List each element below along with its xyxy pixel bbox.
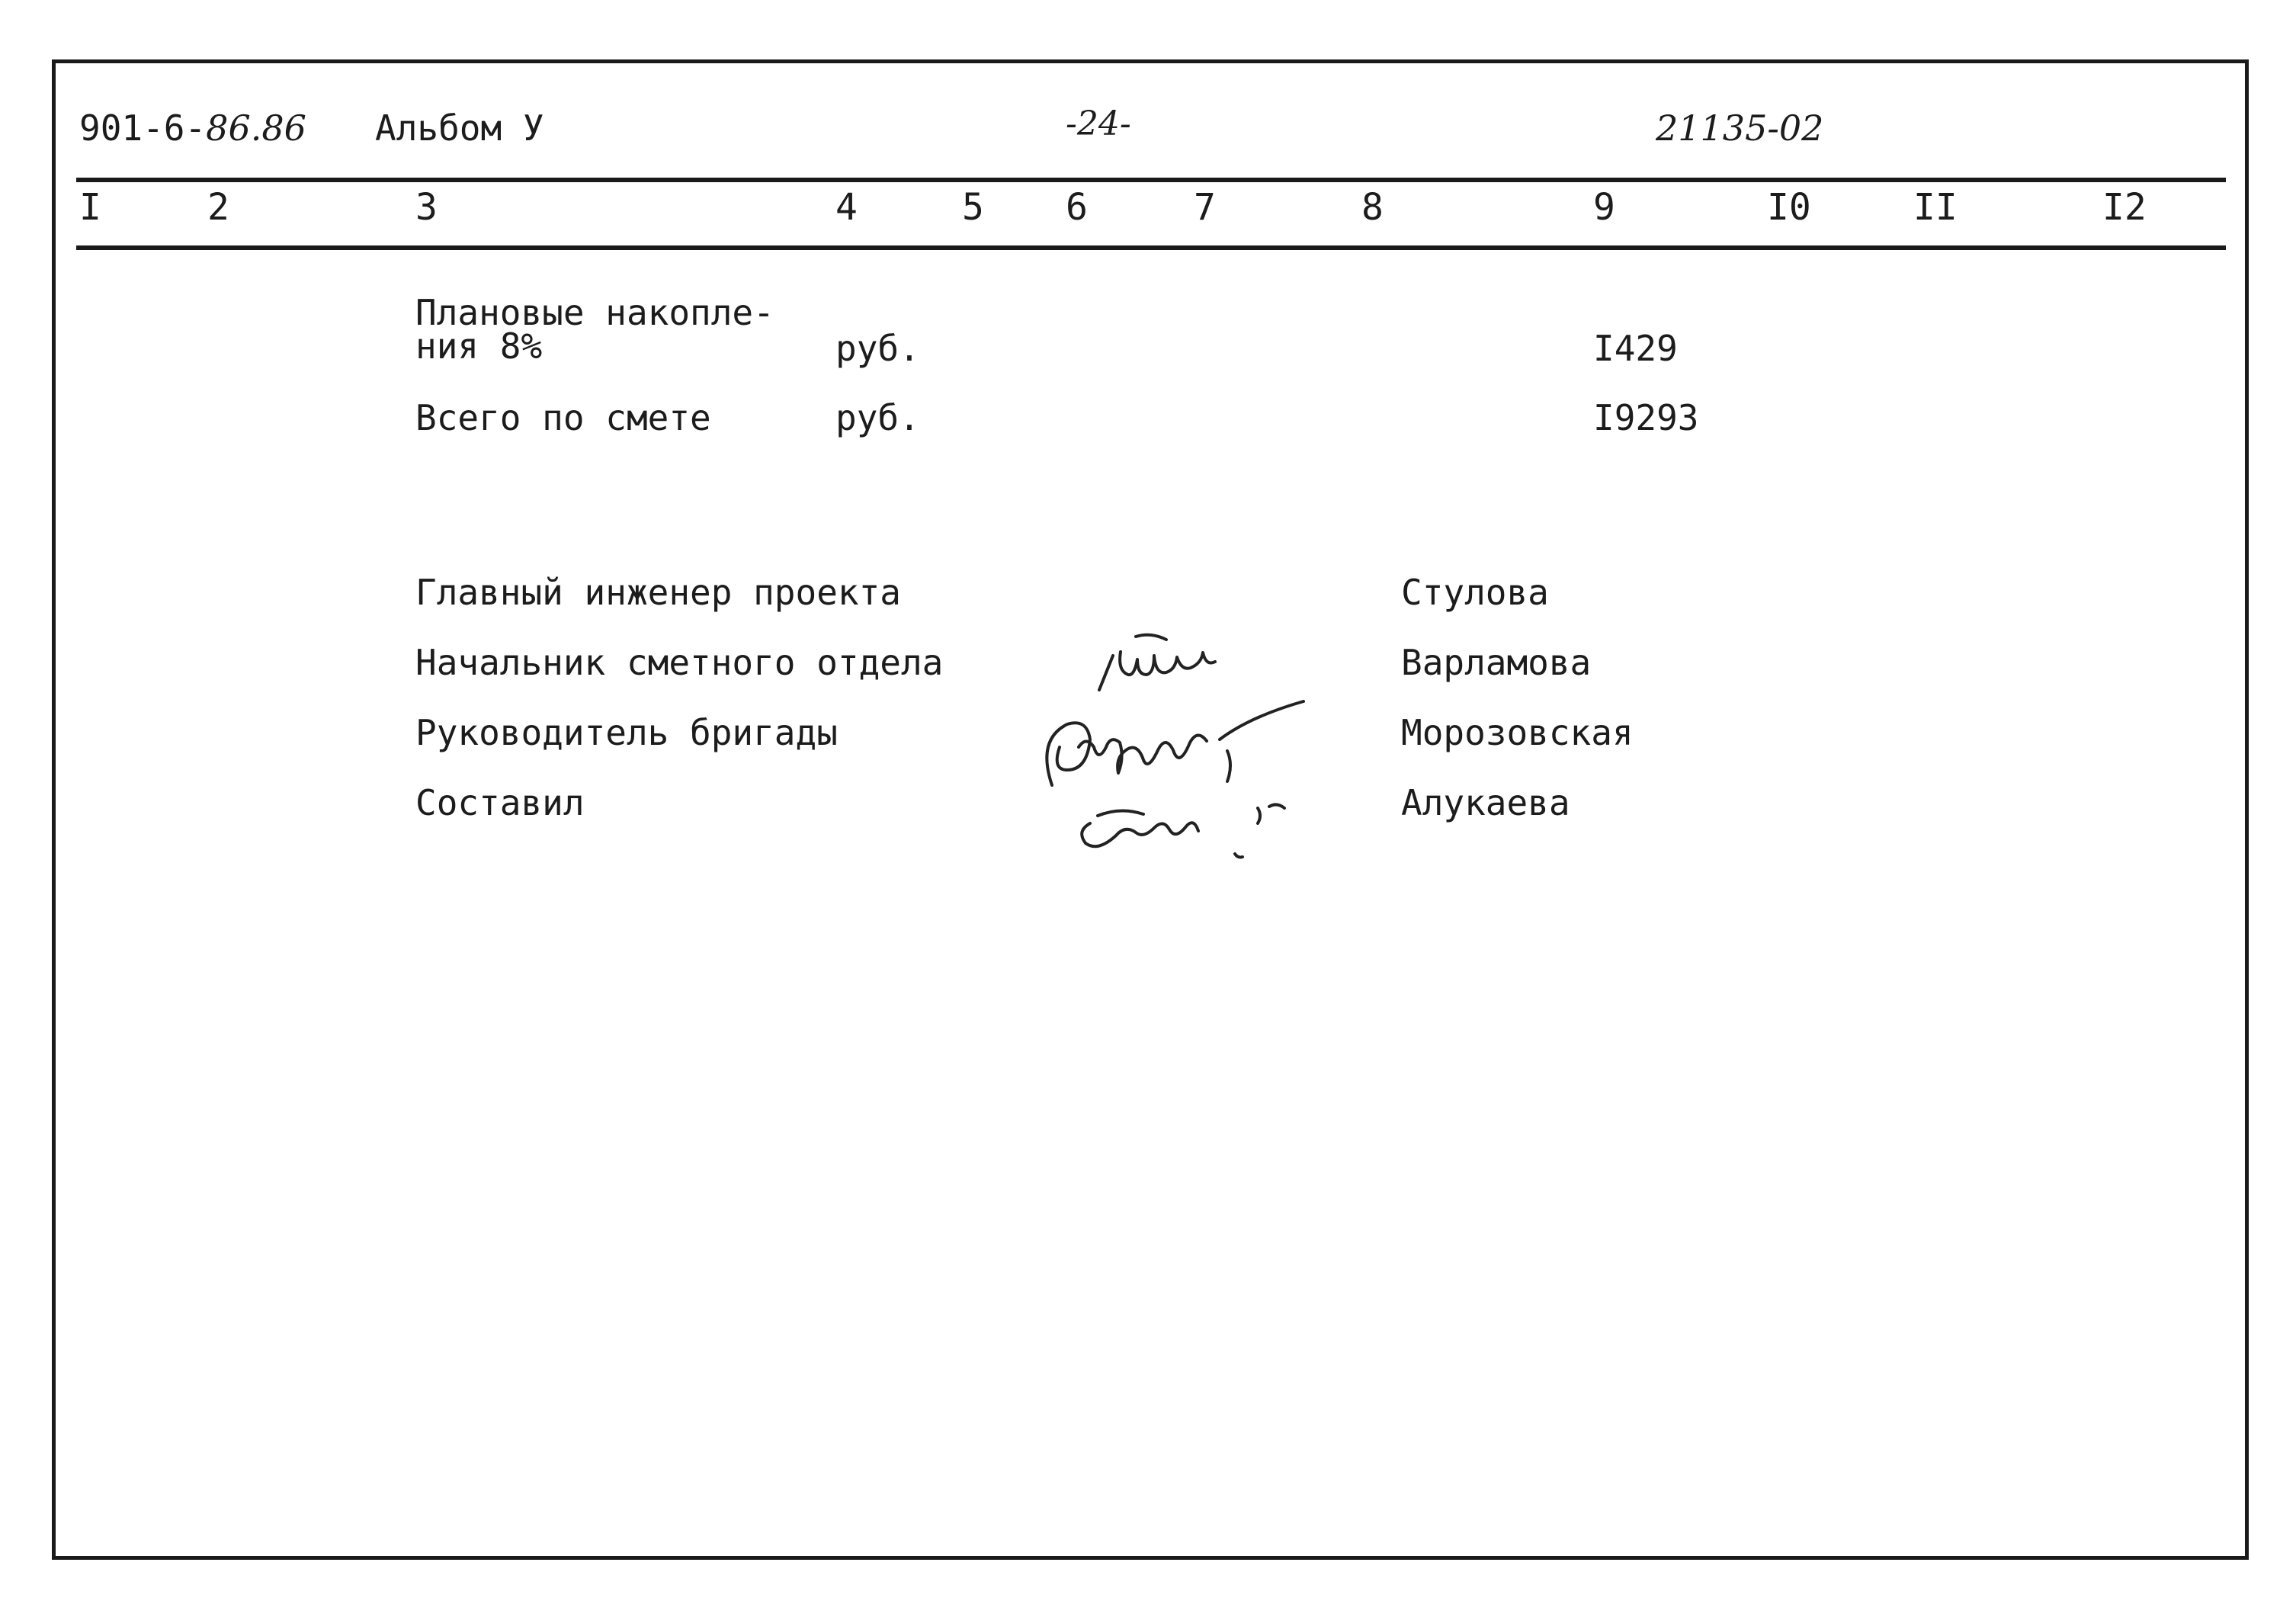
total-label: Всего по смете xyxy=(415,397,711,438)
page-number: -24- xyxy=(1066,104,1131,143)
doc-number: 21135-02 xyxy=(1656,107,1824,149)
column-number-10: I0 xyxy=(1767,186,1811,229)
column-number-11: II xyxy=(1913,186,1958,229)
column-number-7: 7 xyxy=(1194,186,1216,229)
signature-role-2: Начальник сметного отдела xyxy=(415,642,944,683)
column-number-2: 2 xyxy=(207,186,229,229)
column-number-12: I2 xyxy=(2102,186,2147,229)
total-value: I9293 xyxy=(1593,397,1699,438)
total-unit: руб. xyxy=(835,397,920,438)
row-name-line2: ния 8% xyxy=(415,326,543,367)
signature-surname-4: Алукаева xyxy=(1401,782,1570,823)
album-label: Альбом У xyxy=(375,107,544,149)
column-number-9: 9 xyxy=(1593,186,1615,229)
row-value: I429 xyxy=(1593,328,1678,369)
signature-role-4: Составил xyxy=(415,782,585,823)
column-number-8: 8 xyxy=(1361,186,1384,229)
doc-code-printed: 901-6- xyxy=(79,107,207,149)
row-name-line1: Плановые накопле- xyxy=(415,292,774,333)
column-number-1: I xyxy=(79,186,101,229)
doc-code xyxy=(79,109,306,147)
header-top-rule xyxy=(76,178,2226,182)
column-number-5: 5 xyxy=(962,186,984,229)
signature-role-3: Руководитель бригады xyxy=(415,712,838,753)
signature-surname-3: Морозовская xyxy=(1401,712,1634,753)
signature-surname-2: Варламова xyxy=(1401,642,1592,683)
column-number-6: 6 xyxy=(1066,186,1088,229)
column-number-4: 4 xyxy=(835,186,858,229)
column-number-3: 3 xyxy=(415,186,438,229)
signature-role-1: Главный инженер проекта xyxy=(415,572,901,613)
handwritten-signatures xyxy=(1006,625,1372,869)
doc-code-handwritten: 86.86 xyxy=(206,107,306,149)
row-unit: руб. xyxy=(835,328,920,369)
header-bottom-rule xyxy=(76,245,2226,250)
signature-surname-1: Стулова xyxy=(1401,572,1549,613)
